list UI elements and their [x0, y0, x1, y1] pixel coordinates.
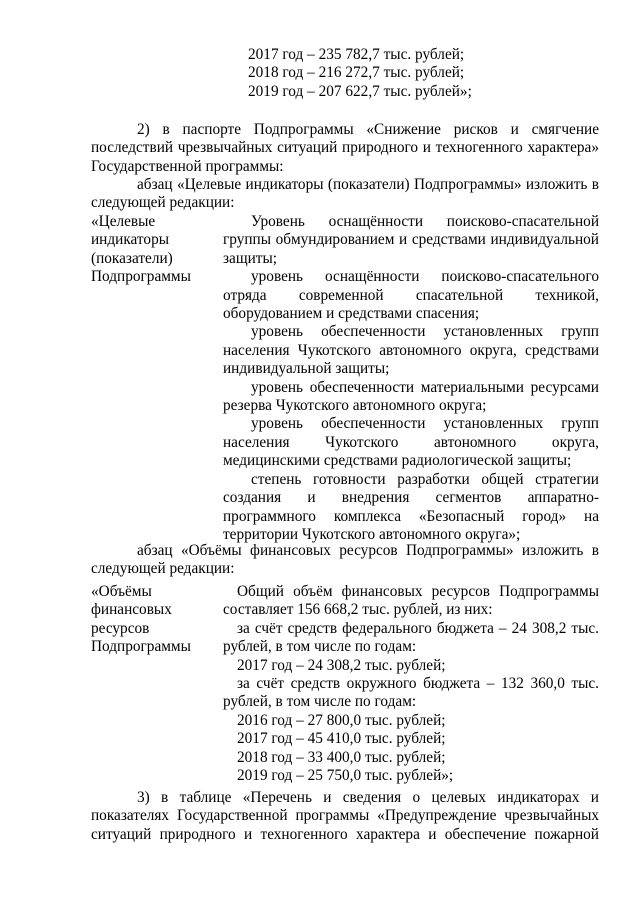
label-line: «Объёмы	[91, 583, 152, 600]
indicator-line: защиты;	[223, 249, 278, 267]
finance-line: рублей, в том числе по годам:	[223, 638, 417, 656]
finance-line: за счёт средств окружного бюджета – 132 360,0 тыс.	[237, 675, 599, 693]
finance-line: 2018 год – 33 400,0 тыс. рублей;	[237, 748, 446, 766]
finance-line: 2019 год – 25 750,0 тыс. рублей»;	[237, 767, 454, 785]
year-line: 2017 год – 235 782,7 тыс. рублей;	[248, 46, 465, 63]
item-3-paragraph	[91, 789, 599, 844]
indicator-line: резерва Чукотского автономного округа;	[223, 397, 487, 415]
label-line: Подпрограммы	[91, 638, 191, 656]
abzac-line: абзац «Целевые индикаторы (показатели) Подпрограммы» изложить в	[137, 176, 599, 193]
item-3-line: ситуаций природного и техногенного характера и обеспечение пожарной	[91, 825, 599, 843]
finance-content-cell	[223, 583, 599, 785]
item-2-line: последствий чрезвычайных ситуаций природного и техногенного характера»	[91, 139, 599, 157]
label-line: финансовых	[91, 601, 172, 619]
finance-label-cell	[91, 583, 209, 657]
finance-line: Общий объём финансовых ресурсов Подпрограммы	[237, 583, 599, 600]
item-3-line: 3) в таблице «Перечень и сведения о целевых индикаторах и	[137, 789, 599, 806]
indicator-line: степень готовности разработки общей стратегии	[251, 470, 599, 488]
finance-table	[91, 583, 599, 789]
indicator-line: индивидуальной защиты;	[223, 360, 390, 378]
indicators-content-cell	[223, 213, 599, 544]
abzac-indicators-paragraph	[91, 176, 599, 213]
label-line: ресурсов	[91, 619, 150, 637]
indicator-line: создания и внедрения сегментов аппаратно-	[223, 489, 599, 507]
item-2-line: Государственной программы:	[91, 157, 284, 175]
funding-years-list	[248, 46, 472, 101]
indicator-line: уровень обеспеченности установленных групп	[251, 323, 599, 341]
indicator-line: уровень оснащённости поисково-спасательного	[251, 268, 599, 286]
year-line: 2018 год – 216 272,7 тыс. рублей;	[248, 64, 465, 82]
indicators-label-cell	[91, 213, 209, 287]
finance-line: 2016 год – 27 800,0 тыс. рублей;	[237, 711, 446, 729]
indicator-line: группы обмундированием и средствами индивидуальной	[223, 231, 599, 249]
finance-line: рублей, в том числе по годам:	[223, 693, 417, 711]
indicator-line: медицинскими средствами радиологической защиты;	[223, 452, 572, 470]
finance-line: за счёт средств федерального бюджета – 24 308,2 тыс.	[237, 619, 599, 637]
indicator-line: Уровень оснащённости поисково-спасательной	[251, 213, 599, 230]
abzac-line: следующей редакции:	[91, 560, 235, 578]
finance-line: 2017 год – 24 308,2 тыс. рублей;	[237, 656, 446, 674]
abzac-line: абзац «Объёмы финансовых ресурсов Подпрограммы» изложить в	[137, 542, 599, 559]
item-2-line: 2) в паспорте Подпрограммы «Снижение рисков и смягчение	[137, 121, 599, 138]
item-3-line: показателях Государственной программы «Предупреждение чрезвычайных	[91, 807, 599, 825]
label-line: «Целевые	[91, 213, 156, 230]
indicator-line: уровень обеспеченности материальными ресурсами	[251, 378, 599, 396]
indicator-line: оборудованием и средствами спасения;	[223, 305, 480, 323]
label-line: (показатели)	[91, 249, 173, 267]
indicator-line: территории Чукотского автономного округа»;	[223, 525, 521, 543]
label-line: индикаторы	[91, 231, 169, 249]
indicator-line: программного комплекса «Безопасный город» на	[223, 507, 599, 525]
indicator-line: населения Чукотского автономного округа,	[223, 433, 599, 451]
abzac-line: следующей редакции:	[91, 194, 235, 212]
indicator-line: отряда современной спасательной техникой,	[223, 286, 599, 304]
year-line: 2019 год – 207 622,7 тыс. рублей»;	[248, 82, 472, 100]
indicators-table	[91, 213, 599, 543]
indicator-line: уровень обеспеченности установленных групп	[251, 415, 599, 433]
label-line: Подпрограммы	[91, 268, 191, 286]
finance-line: составляет 156 668,2 тыс. рублей, из них:	[223, 601, 493, 619]
item-2-paragraph	[91, 121, 599, 176]
indicator-line: населения Чукотского автономного округа, средствами	[223, 341, 599, 359]
abzac-finance-paragraph	[91, 542, 599, 579]
finance-line: 2017 год – 45 410,0 тыс. рублей;	[237, 730, 446, 748]
